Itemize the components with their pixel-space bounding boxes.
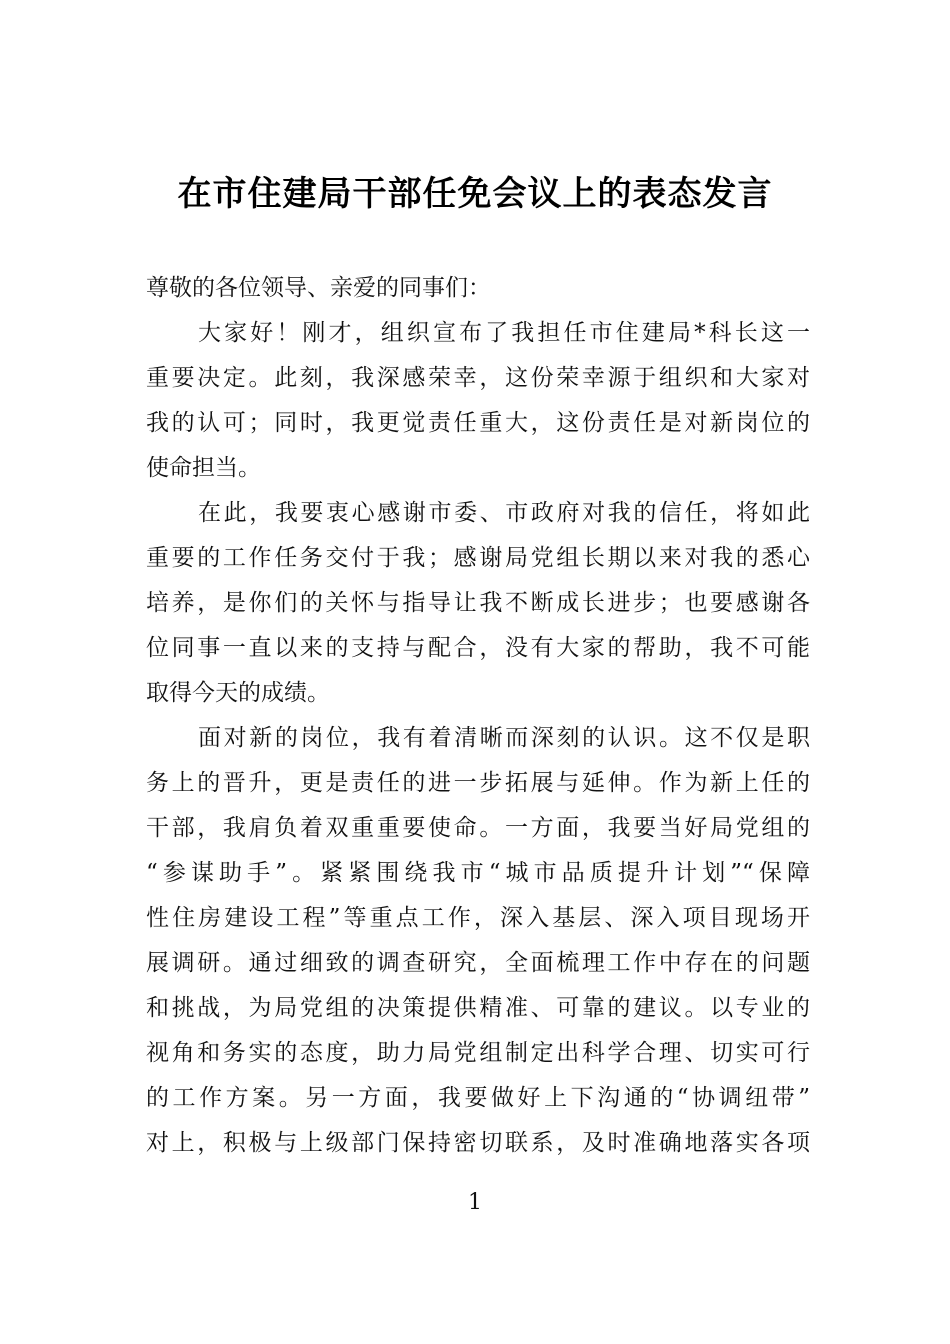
paragraph-1-line: 大家好！刚才，组织宣布了我担任市住建局*科长这一	[198, 320, 810, 346]
paragraph-3-line: 展调研。通过细致的调查研究，全面梳理工作中存在的问题	[146, 950, 810, 976]
page-number: 1	[468, 1190, 482, 1215]
paragraph-1-line: 我的认可；同时，我更觉责任重大，这份责任是对新岗位的	[146, 410, 810, 436]
paragraph-1-line: 重要决定。此刻，我深感荣幸，这份荣幸源于组织和大家对	[146, 365, 810, 391]
paragraph-3-line: 性住房建设工程”等重点工作，深入基层、深入项目现场开	[146, 905, 810, 931]
paragraph-2-line: 在此，我要衷心感谢市委、市政府对我的信任，将如此	[198, 500, 810, 526]
paragraph-3-line: 对上，积极与上级部门保持密切联系，及时准确地落实各项	[146, 1130, 810, 1156]
paragraph-3-line: 和挑战，为局党组的决策提供精准、可靠的建议。以专业的	[146, 995, 810, 1021]
paragraph-2-line: 取得今天的成绩。	[146, 680, 330, 706]
paragraph-1-line: 使命担当。	[146, 455, 261, 481]
paragraph-2-line: 重要的工作任务交付于我；感谢局党组长期以来对我的悉心	[146, 545, 810, 571]
paragraph-2-line: 培养，是你们的关怀与指导让我不断成长进步；也要感谢各	[146, 590, 810, 616]
document-body	[146, 266, 810, 1166]
document-title: 在市住建局干部任免会议上的表态发言	[177, 174, 773, 214]
salutation: 尊敬的各位领导、亲爱的同事们：	[146, 275, 491, 301]
paragraph-3-line: 务上的晋升，更是责任的进一步拓展与延伸。作为新上任的	[146, 770, 810, 796]
paragraph-3-line: “参谋助手”。紧紧围绕我市“城市品质提升计划”“保障	[146, 860, 810, 886]
paragraph-2-line: 位同事一直以来的支持与配合，没有大家的帮助，我不可能	[146, 635, 810, 661]
paragraph-3-line: 视角和务实的态度，助力局党组制定出科学合理、切实可行	[146, 1040, 810, 1066]
paragraph-3-line: 面对新的岗位，我有着清晰而深刻的认识。这不仅是职	[198, 725, 810, 751]
paragraph-3-line: 的工作方案。另一方面，我要做好上下沟通的“协调纽带”	[146, 1085, 810, 1111]
paragraph-3-line: 干部，我肩负着双重重要使命。一方面，我要当好局党组的	[146, 815, 810, 841]
